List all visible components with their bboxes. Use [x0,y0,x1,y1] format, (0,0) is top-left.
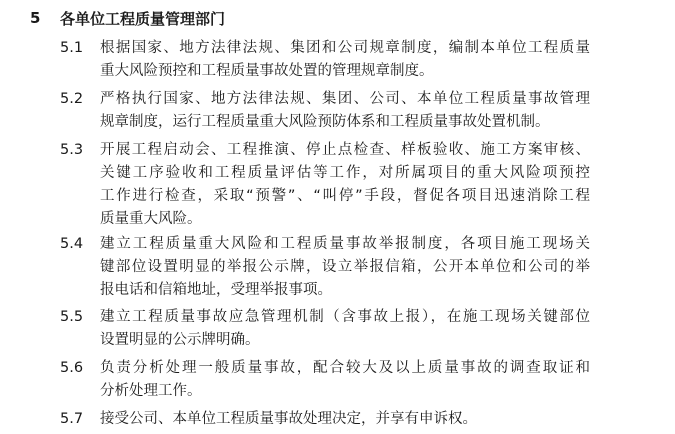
item-line: 关键工序验收和工程质量评估等工作，对所属项目的重大风险项预控 [100,165,590,181]
item-line: 严格执行国家、地方法律法规、集团、公司、本单位工程质量事故管理 [100,91,590,107]
item-number: 5.5 [60,309,84,325]
item-line: 键部位设置明显的举报公示牌，设立举报信箱，公开本单位和公司的举 [100,259,590,275]
item-line: 重大风险预控和工程质量事故处置的管理规章制度。 [100,63,434,79]
item-text [100,233,590,302]
item-line: 报电话和信箱地址，受理举报事项。 [100,282,332,298]
item-text [100,88,590,134]
item-line: 接受公司、本单位工程质量事故处理决定，并享有申诉权。 [100,411,477,427]
item-line: 建立工程质量事故应急管理机制（含事故上报），在施工现场关键部位 [100,309,590,325]
item-line: 开展工程启动会、工程推演、停止点检查、样板验收、施工方案审核、 [100,142,590,158]
item-number: 5.3 [60,142,84,158]
item-line: 规章制度，运行工程质量重大风险预防体系和工程质量事故处置机制。 [100,114,550,130]
item-line: 设置明显的公示牌明确。 [100,332,260,348]
section-number: 5 [30,9,41,27]
item-line: 分析处理工作。 [100,383,202,399]
item-line: 工作进行检查，采取“预警”、“叫停”手段，督促各项目迅速消除工程 [100,188,590,204]
item-number: 5.7 [60,411,84,427]
item-text [100,139,590,231]
item-line: 建立工程质量重大风险和工程质量事故举报制度，各项目施工现场关 [100,236,590,252]
item-line: 质量重大风险。 [100,211,202,227]
item-number: 5.6 [60,360,84,376]
item-text [100,408,590,431]
item-text [100,37,590,83]
item-text [100,357,590,403]
item-number: 5.2 [60,91,84,107]
item-number: 5.4 [60,236,84,252]
item-line: 负责分析处理一般质量事故，配合较大及以上质量事故的调查取证和 [100,360,590,376]
section-heading [30,6,225,30]
section-title: 各单位工程质量管理部门 [60,9,226,28]
item-line: 根据国家、地方法律法规、集团和公司规章制度，编制本单位工程质量 [100,40,590,56]
item-number: 5.1 [60,40,84,56]
item-text [100,306,590,352]
